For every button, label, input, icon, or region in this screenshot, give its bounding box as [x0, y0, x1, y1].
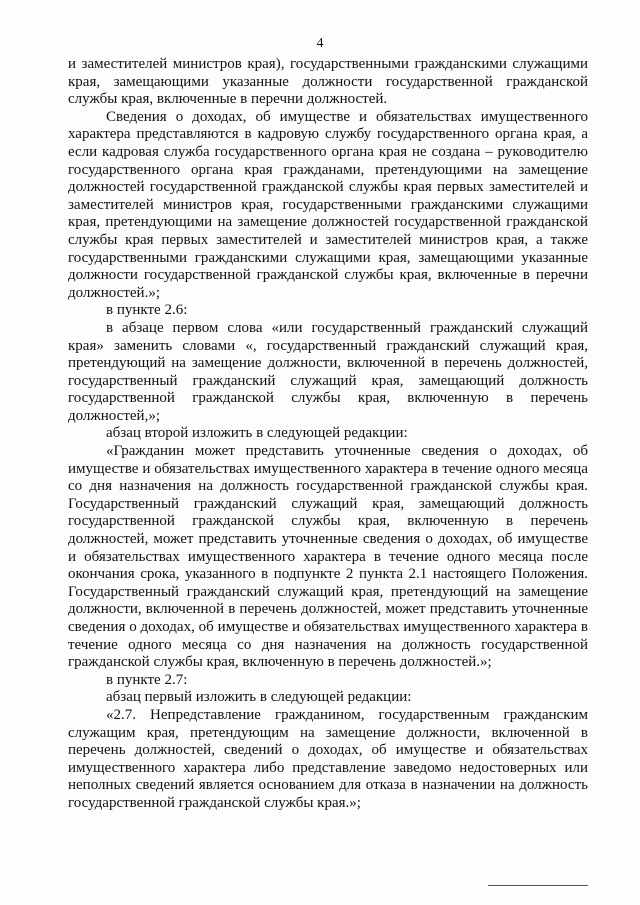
- footer-divider: [488, 885, 588, 886]
- paragraph-point-2-6-heading: в пункте 2.6:: [106, 302, 188, 319]
- paragraph-point-2-6-first-amendment: в абзаце первом слова «или государственный гражданский служащий края» заменить словами «, государственный гражданский служащий края, претендующий на замещение должности, включенной в перечень должностей, государственный гражданский служащий края, замещающий должность государственной гражданской службы края, включенную в перечень должностей,»;: [68, 319, 588, 424]
- paragraph-continuation: и заместителей министров края), государственными гражданскими служащими края, замещающими указанные должности государственной гражданской службы края, включенные в перечни должностей.: [68, 56, 588, 108]
- paragraph-point-2-7-text: «2.7. Непредставление гражданином, государственным гражданским служащим края, претендующим на замещение должности, включенной в перечень должностей, сведений о доходах, об имуществе и обязательствах имущественного характера либо представление заведомо недостоверных или неполных сведений является основанием для отказа в назначении на должность государственной гражданской службы края.»;: [68, 706, 588, 811]
- paragraph-point-2-7-first-heading: абзац первый изложить в следующей редакции:: [106, 689, 412, 706]
- paragraph-refined-information: «Гражданин может представить уточненные сведения о доходах, об имуществе и обязательствах имущественного характера в течение одного месяца со дня назначения на должность государственной гражданской службы края. Государственный гражданский служащий края, замещающий должность государственной гражданской службы края, включенную в перечень должностей, может представить уточненные сведения о доходах, об имуществе и обязательствах имущественного характера в течение одного месяца после окончания срока, указанного в подпункте 2 пункта 2.1 настоящего Положения. Государственный гражданский служащий края, претендующий на замещение должности, включенной в перечень должностей, может представить уточненные сведения о доходах, об имуществе и обязательствах имущественного характера в течение одного месяца со дня назначения на должность государственной гражданской службы края, включенную в перечень должностей.»;: [68, 443, 588, 671]
- paragraph-point-2-7-heading: в пункте 2.7:: [106, 671, 188, 688]
- page-number: 4: [316, 36, 324, 51]
- paragraph-point-2-6-second-heading: абзац второй изложить в следующей редакции:: [106, 425, 408, 442]
- paragraph-submission-of-information: Сведения о доходах, об имуществе и обязательствах имущественного характера представляются в кадровую службу государственного органа края, а если кадровая служба государственного органа края не создана – руководителю государственного органа края гражданами, претендующими на замещение должностей государственной гражданской службы края первых заместителей и заместителей министров края, государственными гражданскими служащими края, претендующими на замещение должностей государственной гражданской службы края первых заместителей и заместителей министров края, а также государственными гражданскими служащими края, замещающими указанные должности государственной гражданской службы края, включенные в перечни должностей.»;: [68, 108, 588, 301]
- document-body: [68, 56, 588, 813]
